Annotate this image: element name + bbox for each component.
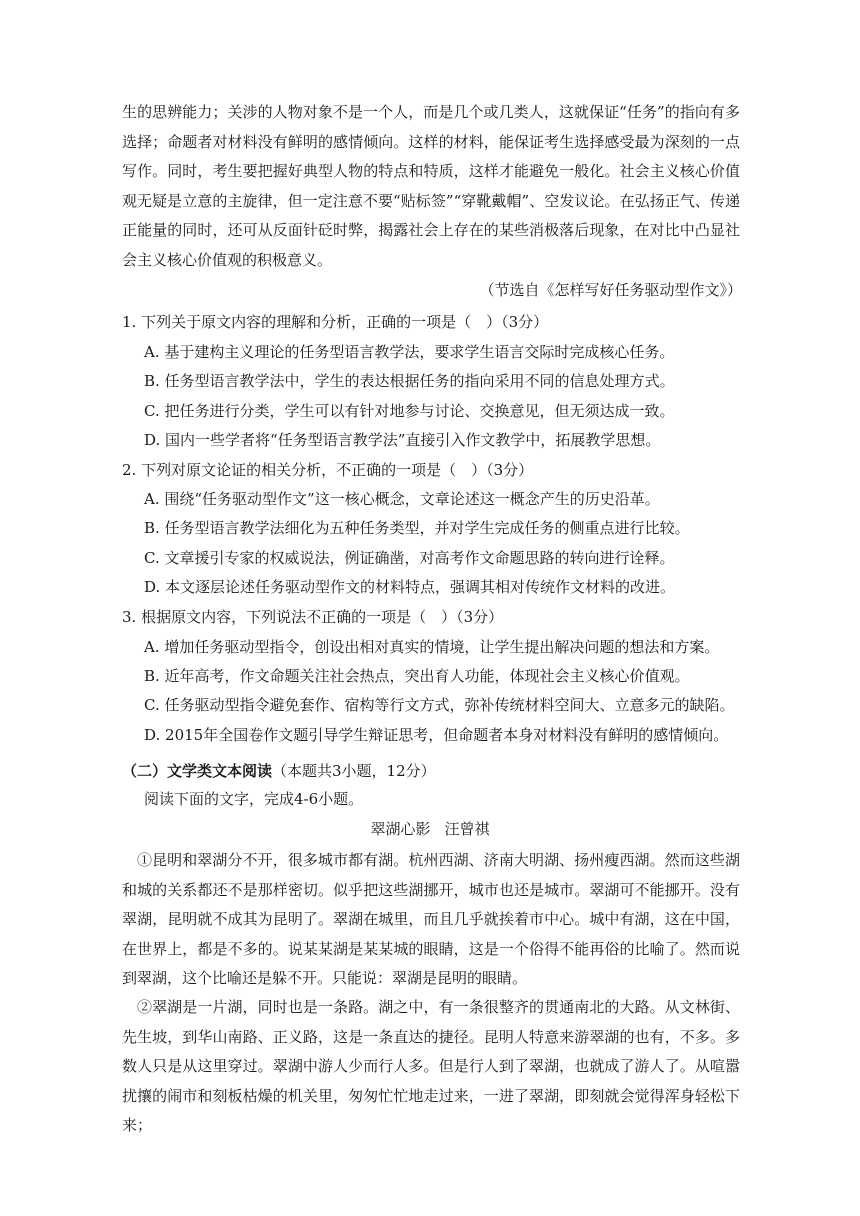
section-title: （二）文学类文本阅读 bbox=[122, 762, 273, 780]
question-2-stem: 2. 下列对原文论证的相关分析，不正确的一项是（ ）（3分） bbox=[122, 461, 534, 479]
question-1-stem: 1. 下列关于原文内容的理解和分析，正确的一项是（ ）（3分） bbox=[122, 313, 549, 331]
question-2-option-c: C. 文章援引专家的权威说法，例证确凿，对高考作文命题思路的转向进行诠释。 bbox=[144, 549, 675, 567]
question-1-option-d: D. 国内一些学者将“任务型语言教学法”直接引入作文教学中，拓展教学思想。 bbox=[144, 431, 661, 449]
question-1-option-a: A. 基于建构主义理论的任务型语言教学法，要求学生语言交际时完成核心任务。 bbox=[144, 343, 675, 361]
section-note: （本题共3小题，12分） bbox=[272, 762, 436, 780]
intro-paragraph: 生的思辨能力；关涉的人物对象不是一个人，而是几个或几类人，这就保证“任务”的指向有多选择；命题者对材料没有鲜明的感情倾向。这样的材料，能保证考生选择感受最为深刻的一点写作。同时，考生要把握好典型人物的特点和特质，这样才能避免一般化。社会主义核心价值观无疑是立意的主旋律，但一定注意不要“贴标签”“穿靴戴帽”、空发议论。在弘扬正气、传递正能量的同时，还可从反面针砭时弊，揭露社会上存在的某些消极落后现象，在对比中凸显社会主义核心价值观的积极意义。 bbox=[122, 103, 740, 269]
question-3-option-b: B. 近年高考，作文命题关注社会热点，突出育人功能，体现社会主义核心价值观。 bbox=[144, 667, 690, 685]
article-author: 汪曾祺 bbox=[444, 820, 490, 838]
question-2-option-d: D. 本文逐层论述任务驱动型作文的材料特点，强调其相对传统作文材料的改进。 bbox=[144, 578, 676, 596]
intro-passage bbox=[122, 98, 740, 275]
question-2-option-b: B. 任务型语言教学法细化为五种任务类型，并对学生完成任务的侧重点进行比较。 bbox=[144, 519, 690, 537]
section-instruction: 阅读下面的文字，完成4-6小题。 bbox=[144, 790, 364, 808]
article-paragraph-1: ①昆明和翠湖分不开，很多城市都有湖。杭州西湖、济南大明湖、扬州瘦西湖。然而这些湖和城的关系都还不是那样密切。似乎把这些湖挪开，城市也还是城市。翠湖可不能挪开。没有翠湖，昆明就不成其为昆明了。翠湖在城里，而且几乎就挨着市中心。城中有湖，这在中国，在世界上，都是不多的。说某某湖是某某城的眼睛，这是一个俗得不能再俗的比喻了。然而说到翠湖，这个比喻还是躲不开。只能说：翠湖是昆明的眼睛。 bbox=[122, 851, 740, 987]
question-3-option-c: C. 任务驱动型指令避免套作、宿构等行文方式，弥补传统材料空间大、立意多元的缺陷。 bbox=[144, 696, 735, 714]
question-1-option-c: C. 把任务进行分类，学生可以有针对地参与讨论、交换意见，但无须达成一致。 bbox=[144, 402, 675, 420]
article-paragraph-2: ②翠湖是一片湖，同时也是一条路。湖之中，有一条很整齐的贯通南北的大路。从文林街、先生坡，到华山南路、正义路，这是一条直达的捷径。昆明人特意来游翠湖的也有，不多。多数人只是从这里穿过。翠湖中游人少而行人多。但是行人到了翠湖，也就成了游人了。从喧嚣扰攘的闹市和刻板枯燥的机关里，匆匆忙忙地走过来，一进了翠湖，即刻就会觉得浑身轻松下来； bbox=[122, 998, 740, 1134]
source-citation: （节选自《怎样写好任务驱动型作文》） bbox=[479, 281, 742, 299]
question-2-option-a: A. 围绕“任务驱动型作文”这一核心概念，文章论述这一概念产生的历史沿革。 bbox=[144, 490, 660, 508]
question-3-option-a: A. 增加任务驱动型指令，创设出相对真实的情境，让学生提出解决问题的想法和方案。 bbox=[144, 638, 720, 656]
question-3-option-d: D. 2015年全国卷作文题引导学生辩证思考，但命题者本身对材料没有鲜明的感情倾向。 bbox=[144, 726, 729, 744]
article-title: 翠湖心影 bbox=[370, 820, 431, 838]
section-heading bbox=[122, 760, 436, 781]
article-heading bbox=[0, 818, 860, 839]
question-1-option-b: B. 任务型语言教学法中，学生的表达根据任务的指向采用不同的信息处理方式。 bbox=[144, 372, 675, 390]
question-3-stem: 3. 根据原文内容，下列说法不正确的一项是（ ）（3分） bbox=[122, 608, 504, 626]
